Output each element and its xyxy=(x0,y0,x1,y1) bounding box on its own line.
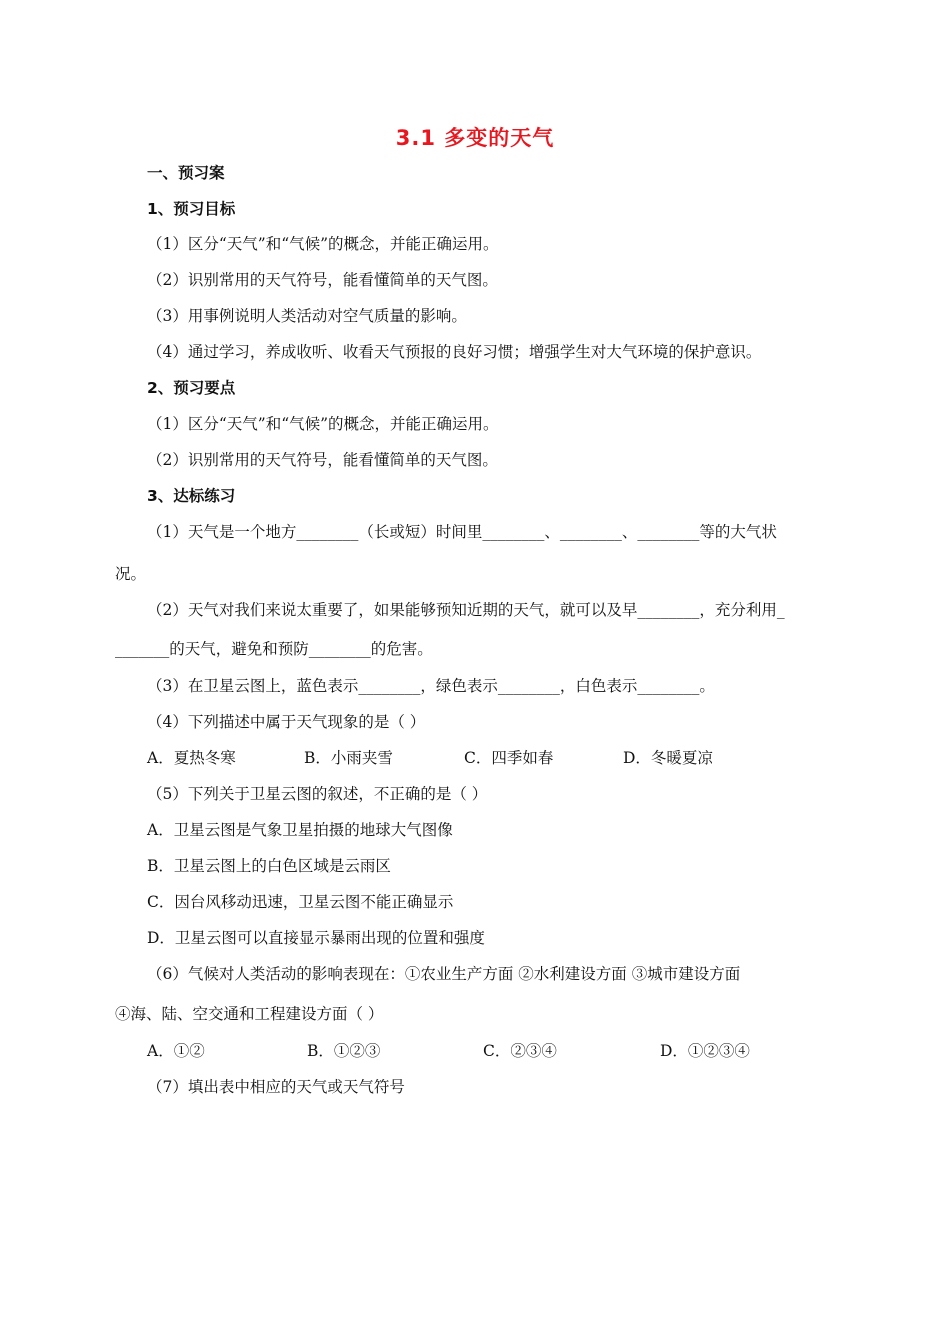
q5-option-d: D．卫星云图可以直接显示暴雨出现的位置和强度 xyxy=(147,929,485,947)
practice-heading: 3、达标练习 xyxy=(147,487,236,505)
question-1-line-2: 况。 xyxy=(115,565,147,583)
page-title: 3.1 多变的天气 xyxy=(395,126,555,150)
question-1-line-1: （1）天气是一个地方________（长或短）时间里________、________、________等的大气状 xyxy=(147,523,777,541)
q6-option-d: D．①②③④ xyxy=(660,1042,750,1060)
question-3: （3）在卫星云图上，蓝色表示________，绿色表示________，白色表示________。 xyxy=(147,677,715,695)
q4-option-d: D．冬暖夏凉 xyxy=(623,749,713,767)
question-6-line-1: （6）气候对人类活动的影响表现在：①农业生产方面 ②水利建设方面 ③城市建设方面 xyxy=(147,965,741,983)
section-heading-preview: 一、预习案 xyxy=(147,164,225,182)
point-item: （2）识别常用的天气符号，能看懂简单的天气图。 xyxy=(147,451,498,469)
q6-option-b: B．①②③ xyxy=(307,1042,381,1060)
q6-option-c: C．②③④ xyxy=(483,1042,557,1060)
point-item: （1）区分“天气”和“气候”的概念，并能正确运用。 xyxy=(147,415,499,433)
question-7: （7）填出表中相应的天气或天气符号 xyxy=(147,1078,405,1096)
question-2-line-1: （2）天气对我们来说太重要了，如果能够预知近期的天气，就可以及早________，充分利用_ xyxy=(147,601,785,619)
goal-item: （2）识别常用的天气符号，能看懂简单的天气图。 xyxy=(147,271,498,289)
q6-option-a: A．①② xyxy=(147,1042,205,1060)
question-6-line-2: ④海、陆、空交通和工程建设方面（ ） xyxy=(115,1005,384,1023)
goal-item: （1）区分“天气”和“气候”的概念，并能正确运用。 xyxy=(147,235,499,253)
question-4: （4）下列描述中属于天气现象的是（ ） xyxy=(147,713,426,731)
q5-option-a: A．卫星云图是气象卫星拍摄的地球大气图像 xyxy=(147,821,453,839)
q4-option-a: A．夏热冬寒 xyxy=(147,749,236,767)
q5-option-c: C．因台风移动迅速，卫星云图不能正确显示 xyxy=(147,893,454,911)
q5-option-b: B．卫星云图上的白色区域是云雨区 xyxy=(147,857,391,875)
q4-option-c: C．四季如春 xyxy=(464,749,554,767)
q4-option-b: B．小雨夹雪 xyxy=(304,749,393,767)
goal-item: （3）用事例说明人类活动对空气质量的影响。 xyxy=(147,307,467,325)
question-5: （5）下列关于卫星云图的叙述，不正确的是（ ） xyxy=(147,785,488,803)
points-heading: 2、预习要点 xyxy=(147,379,236,397)
goal-item: （4）通过学习，养成收听、收看天气预报的良好习惯；增强学生对大气环境的保护意识。 xyxy=(147,343,762,361)
question-2-line-2: _______的天气，避免和预防________的危害。 xyxy=(115,640,433,658)
goals-heading: 1、预习目标 xyxy=(147,200,236,218)
